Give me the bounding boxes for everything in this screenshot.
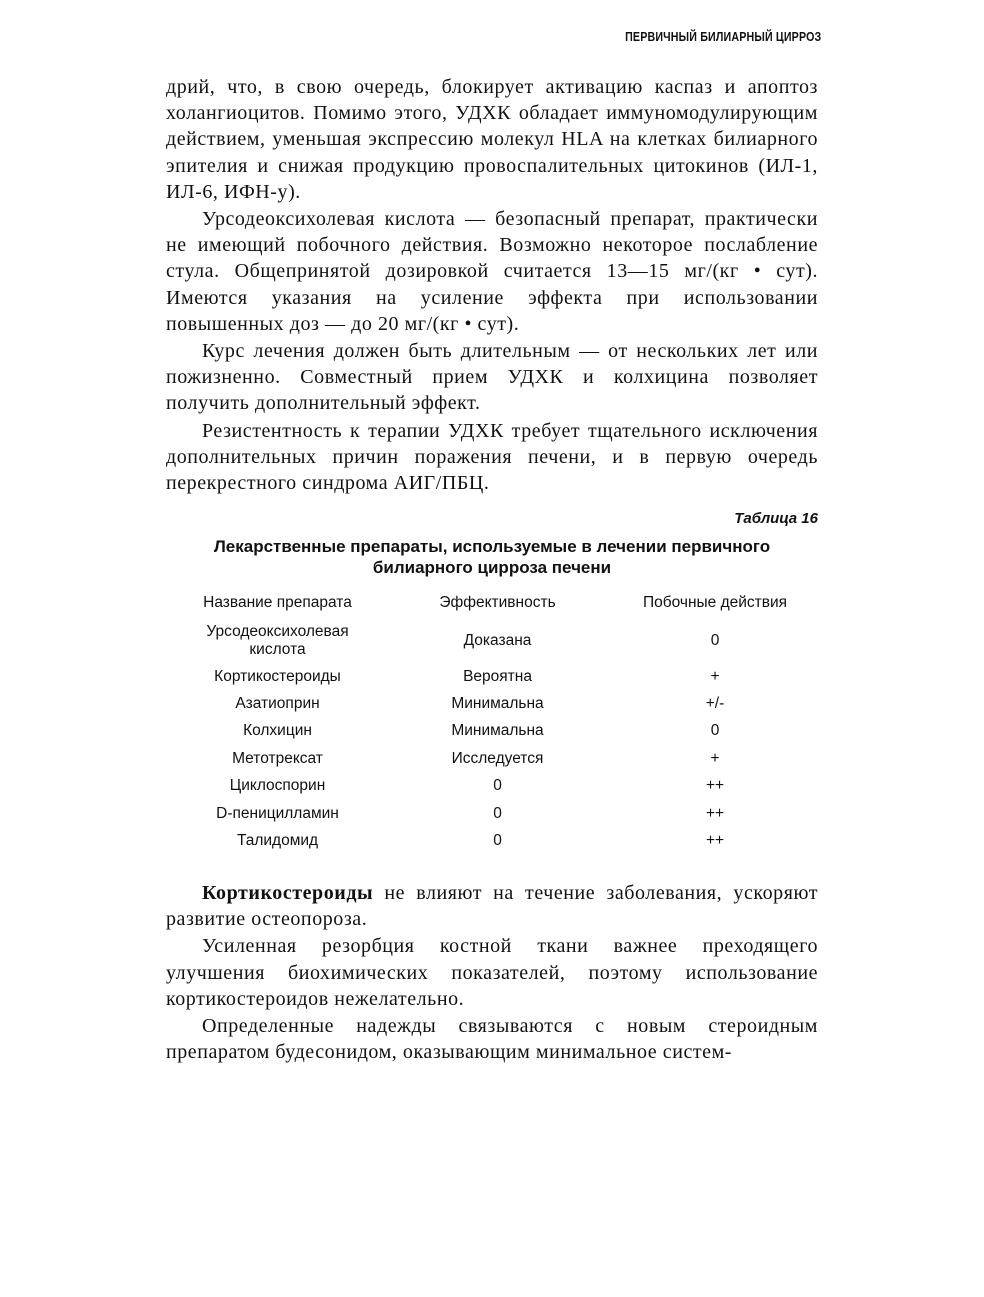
efficacy-cell: Вероятна	[463, 667, 532, 685]
paragraph: Усиленная резорбция костной ткани важнее преходящего улучшения биохимических показателей, поэтому использование кортикостероидов нежелательно.	[166, 935, 818, 1010]
table-row	[170, 718, 820, 745]
paragraph: Определенные надежды связываются с новым стероидным препаратом будесонидом, оказывающим минимальное систем-	[166, 1015, 818, 1064]
drug-name-cell: Метотрексат	[232, 749, 323, 767]
side-effects-cell: 0	[710, 631, 720, 649]
drug-name-cell: Кортикостероиды	[214, 667, 341, 685]
drug-name-cell: Циклоспорин	[229, 777, 326, 795]
efficacy-cell: 0	[493, 777, 502, 795]
bold-lead-term: Кортикостероиды	[202, 882, 374, 904]
table-number: Таблица 16	[734, 510, 818, 527]
side-effects-cell: ++	[705, 832, 725, 850]
efficacy-cell: Минимальна	[451, 695, 544, 713]
column-header-side-effects: Побочные действия	[642, 594, 788, 611]
side-effects-cell: +	[710, 749, 720, 767]
side-effects-cell: +	[710, 667, 720, 685]
efficacy-cell: Минимальна	[451, 722, 544, 740]
body-text-top	[166, 74, 818, 496]
efficacy-cell: 0	[493, 832, 502, 850]
table-row	[170, 663, 820, 690]
table-caption: Лекарственные препараты, используемые в лечении первичного билиарного цирроза печени	[213, 537, 771, 577]
table-row	[170, 773, 820, 800]
table-row	[170, 690, 820, 717]
paragraph: Курс лечения должен быть длительным — от нескольких лет или пожизненно. Совместный прием УДХК и колхицина позволяет получить дополнительный эффект.	[166, 340, 818, 415]
body-text-bottom	[166, 879, 818, 1065]
table-header-row	[170, 588, 820, 618]
table-row	[170, 618, 820, 663]
table-row	[170, 745, 820, 772]
efficacy-cell: 0	[493, 804, 502, 822]
drug-table	[170, 588, 820, 855]
column-header-drug: Название препарата	[203, 594, 352, 611]
table-row	[170, 800, 820, 827]
drug-name-cell: Талидомид	[236, 832, 319, 850]
paragraph: Резистентность к терапии УДХК требует тщательного исключения дополнительных причин поражения печени, и в первую очередь перекрестного синдрома АИГ/ПБЦ.	[166, 419, 818, 495]
side-effects-cell: 0	[710, 722, 720, 740]
side-effects-cell: ++	[705, 777, 725, 795]
drug-name-cell: Урсодеоксихолевая кислота	[206, 622, 349, 658]
drug-name-cell: D-пеницилламин	[216, 804, 339, 822]
efficacy-cell: Исследуется	[451, 749, 544, 767]
running-title: ПЕРВИЧНЫЙ БИЛИАРНЫЙ ЦИРРОЗ	[624, 29, 821, 44]
drug-name-cell: Колхицин	[243, 722, 312, 740]
paragraph: Урсодеоксихолевая кислота — безопасный препарат, практически не имеющий побочного действия. Возможно некоторое послабление стула. Общепринятой дозировкой считается 13—15 мг/(кг • сут). Имеются указания на усиление эффекта при использовании повышенных доз — до 20 мг/(кг • сут).	[166, 208, 818, 335]
paragraph	[166, 880, 818, 932]
efficacy-cell: Доказана	[463, 631, 532, 649]
drug-name-cell: Азатиоприн	[235, 695, 320, 713]
side-effects-cell: +/-	[705, 695, 725, 713]
paragraph: дрий, что, в свою очередь, блокирует активацию каспаз и апоптоз холангиоцитов. Помимо этого, УДХК обладает иммуномодулирующим действием, уменьшая экспрессию молекул HLA на клетках билиарного эпителия и снижая продукцию провоспалительных цитокинов (ИЛ-1, ИЛ-6, ИФН-у).	[166, 76, 818, 203]
paragraph-rest: не влияют на течение заболевания, ускоряют развитие остеопороза.	[166, 882, 818, 931]
table-row	[170, 827, 820, 854]
column-header-efficacy: Эффективность	[439, 594, 556, 611]
side-effects-cell: ++	[705, 804, 725, 822]
